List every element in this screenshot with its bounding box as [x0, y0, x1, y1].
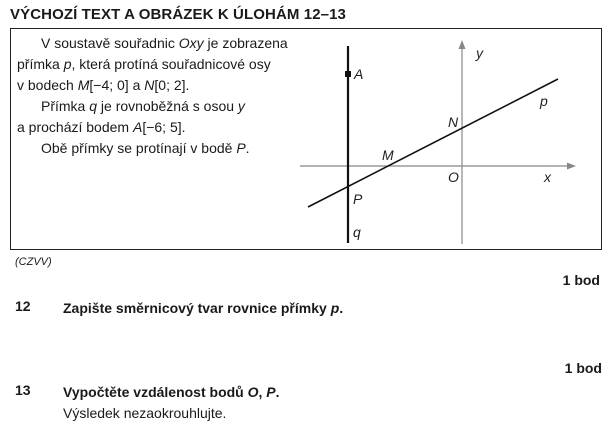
label-o: O [448, 169, 459, 185]
point-a-marker [345, 71, 351, 77]
label-x: x [544, 169, 551, 185]
task-13-points: 1 bod [564, 360, 602, 376]
label-p-line: p [540, 93, 548, 109]
task-12-number: 12 [15, 298, 31, 314]
label-y: y [476, 45, 483, 61]
task-13-instruction: Výsledek nezaokrouhlujte. [63, 405, 227, 421]
intro-line-5: a prochází bodem A[−6; 5]. [17, 119, 186, 135]
intro-line-2: přímka p, která protíná souřadnicové osy [17, 56, 271, 72]
x-axis-arrow-icon [567, 163, 576, 170]
y-axis-arrow-icon [459, 40, 466, 49]
task-13-text: Vypočtěte vzdálenost bodů O, P. Výsledek nezaokrouhlujte. [63, 384, 280, 421]
task-12-text: Zapište směrnicový tvar rovnice přímky p. [63, 300, 344, 316]
label-n: N [448, 114, 459, 130]
label-p-point: P [353, 191, 363, 207]
intro-line-6: Obě přímky se protínají v bodě P. [41, 140, 250, 156]
label-m: M [382, 147, 394, 163]
intro-line-1: V soustavě souřadnic Oxy je zobrazena [41, 35, 288, 51]
intro-line-3: v bodech M[−4; 0] a N[0; 2]. [17, 77, 190, 93]
task-13-number: 13 [15, 382, 31, 398]
label-a: A [354, 66, 364, 82]
section-heading: VÝCHOZÍ TEXT A OBRÁZEK K ÚLOHÁM 12–13 [10, 6, 346, 23]
intro-line-4: Přímka q je rovnoběžná s osou y [41, 98, 245, 114]
source-note: (CZVV) [15, 256, 52, 268]
label-q-line: q [353, 224, 361, 240]
line-p [308, 79, 558, 207]
task-12-points: 1 bod [562, 272, 600, 288]
